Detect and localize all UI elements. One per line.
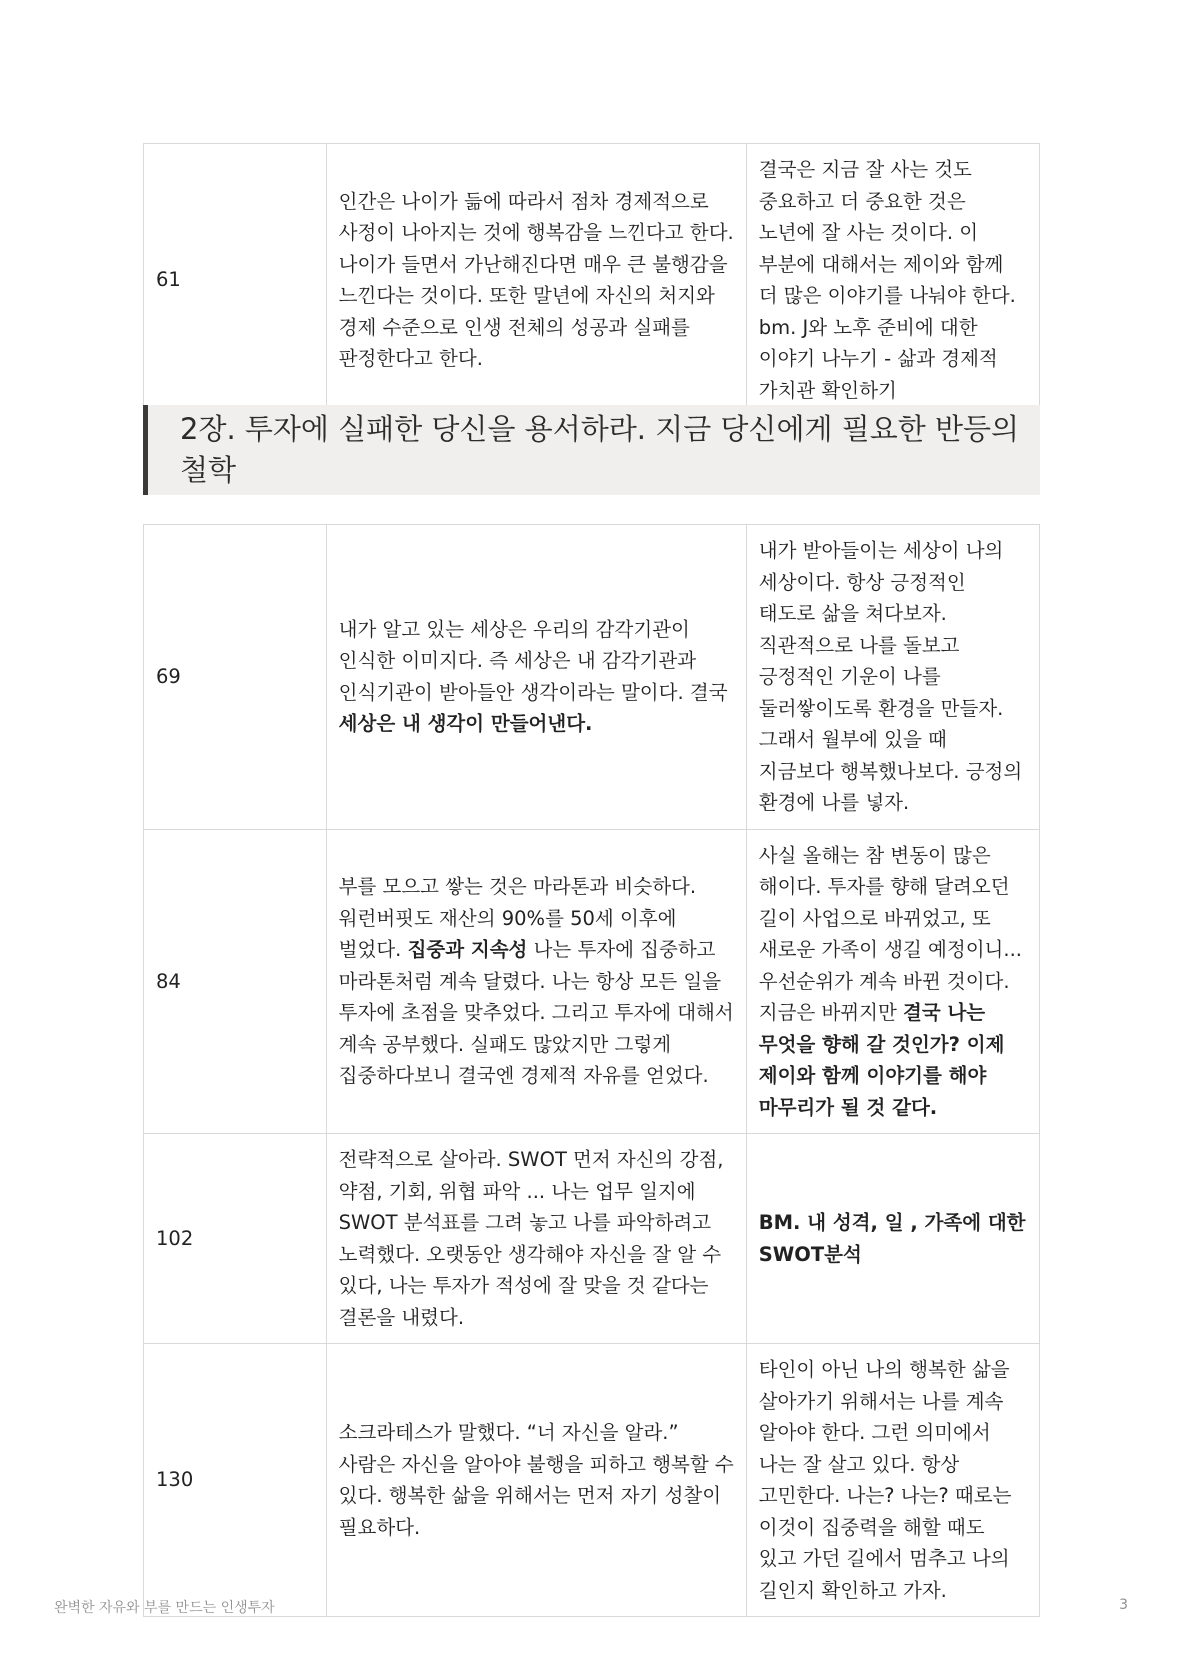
- memo-text: 사실 올해는 참 변동이 많은 해이다. 투자를 향해 달려오던 길이 사업으로 바뀌었고, 또 새로운 가족이 생길 예정이니... 우선순위가 계속 바뀐 것이다. 지금은 바뀌지만: [758, 843, 1022, 1024]
- quote-text: 내가 알고 있는 세상은 우리의 감각기관이 인식한 이미지다. 즉 세상은 내 감각기관과 인식기관이 받아들안 생각이라는 말이다. 결국: [338, 617, 728, 704]
- reading-notes-table-2: [143, 524, 1040, 1617]
- page-number-cell: 102: [144, 1134, 327, 1344]
- quote-cell: [326, 1344, 746, 1617]
- quote-cell: [326, 144, 746, 417]
- quote-text: 소크라테스가 말했다. “너 자신을 알라.” 사람은 자신을 알아야 불행을 피하고 행복할 수 있다. 행복한 삶을 위해서는 먼저 자기 성찰이 필요하다.: [338, 1421, 734, 1539]
- page-number-cell: 130: [144, 1344, 327, 1617]
- page-number-cell: 61: [144, 144, 327, 417]
- table-row: [144, 1344, 1040, 1617]
- quote-text: 전략적으로 살아라. SWOT 먼저 자신의 강점, 약점, 기회, 위협 파악 ... 나는 업무 일지에 SWOT 분석표를 그려 놓고 나를 파악하려고 노력했다. 오랫동안 생각해야 자신을 잘 알 수 있다, 나는 투자가 적성에 잘 맞을 것 같다는 결론을 내렸다.: [338, 1148, 724, 1329]
- memo-cell: [746, 1134, 1039, 1344]
- table-row: [144, 144, 1040, 417]
- memo-cell: [746, 1344, 1039, 1617]
- memo-text: 타인이 아닌 나의 행복한 삶을 살아가기 위해서는 나를 계속 알아야 한다. 그런 의미에서 나는 잘 살고 있다. 항상 고민한다. 나는? 나는? 때로는 이것이 집중력을 해할 때도 있고 가던 길에서 멈추고 나의 길인지 확인하고 가자.: [758, 1358, 1012, 1602]
- memo-cell: [746, 525, 1039, 830]
- footer-page-number: 3: [1119, 1597, 1128, 1613]
- quote-cell: [326, 1134, 746, 1344]
- memo-cell: [746, 829, 1039, 1134]
- page-number-cell: 69: [144, 525, 327, 830]
- quote-text: 부를 모으고 쌓는 것은 마라톤과 비슷하다. 워런버핏도 재산의 90%를 50세 이후에 벌었다.: [338, 875, 697, 961]
- quote-text: 인간은 나이가 듦에 따라서 점차 경제적으로 사정이 나아지는 것에 행복감을 느낀다고 한다.나이가 들면서 가난해진다면 매우 큰 불행감을 느낀다는 것이다. 또한 말년에 자신의 처지와 경제 수준으로 인생 전체의 성공과 실패를 판정한다고 한다.: [338, 189, 734, 370]
- memo-highlight: 결국 나는 무엇을 향해 갈 것인가? 이제 제이와 함께 이야기를 해야 마무리가 될 것 같다.: [758, 1001, 1005, 1119]
- chapter-heading: 2장. 투자에 실패한 당신을 용서하라. 지금 당신에게 필요한 반등의 철학: [143, 405, 1040, 495]
- memo-text: 내가 받아들이는 세상이 나의 세상이다. 항상 긍정적인 태도로 삶을 쳐다보자. 직관적으로 나를 돌보고 긍정적인 기운이 나를 둘러쌓이도록 환경을 만들자. 그래서 월부에 있을 때 지금보다 행복했나보다. 긍정의 환경에 나를 넣자.: [758, 539, 1023, 814]
- table-row: [144, 1134, 1040, 1344]
- table-row: [144, 829, 1040, 1134]
- memo-cell: [746, 144, 1039, 417]
- quote-text: 나는 투자에 집중하고 마라톤처럼 계속 달렸다. 나는 항상 모든 일을 투자에 초점을 맞추었다. 그리고 투자에 대해서 계속 공부했다. 실패도 많았지만 그렇게 집중하다보니 결국엔 경제적 자유를 얻었다.: [338, 938, 734, 1087]
- reading-notes-table-1: [143, 143, 1040, 417]
- memo-highlight: BM. 내 성격, 일 , 가족에 대한 SWOT분석: [758, 1211, 1026, 1266]
- quote-highlight: 세상은 내 생각이 만들어낸다.: [338, 712, 593, 736]
- quote-cell: [326, 525, 746, 830]
- footer-book-title: 완벽한 자유와 부를 만드는 인생투자: [54, 1600, 275, 1616]
- memo-text: 결국은 지금 잘 사는 것도 중요하고 더 중요한 것은 노년에 잘 사는 것이다. 이 부분에 대해서는 제이와 함께 더 많은 이야기를 나눠야 한다. bm. J와 노후 준비에 대한 이야기 나누기 - 삶과 경제적 가치관 확인하기: [758, 158, 1016, 402]
- table-row: [144, 525, 1040, 830]
- page-number-cell: 84: [144, 829, 327, 1134]
- quote-highlight: 집중과 지속성: [407, 938, 528, 961]
- quote-cell: [326, 829, 746, 1134]
